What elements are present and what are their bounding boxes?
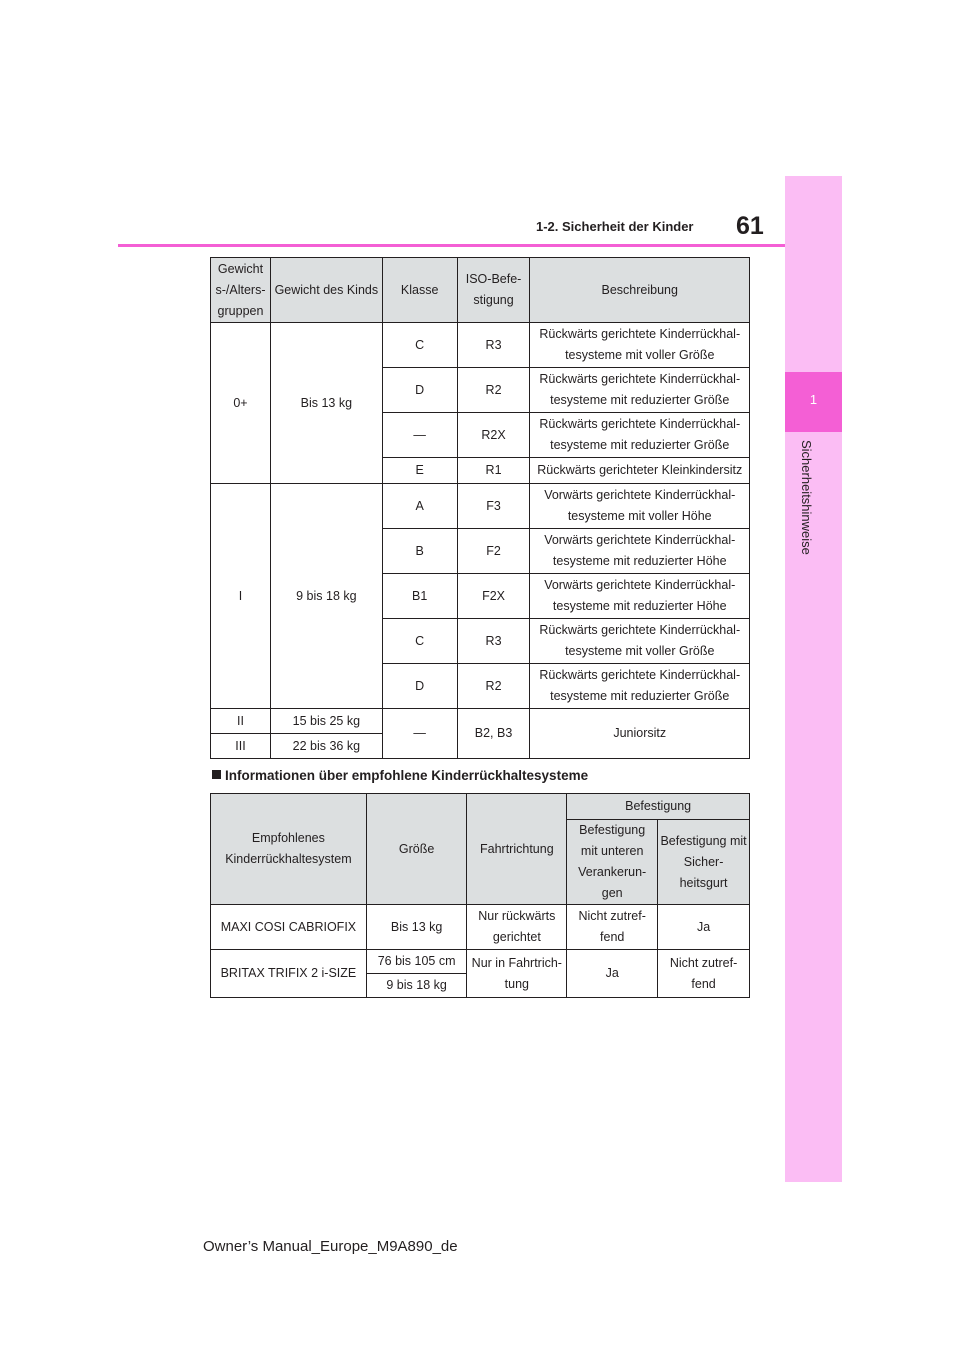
cell-class: D — [382, 664, 457, 709]
cell-weight: 22 bis 36 kg — [270, 734, 382, 759]
cell-description: Rückwärts gerichtete Kinderrückhal-tesysteme mit reduzierter Größe — [530, 413, 750, 458]
cell-iso: R3 — [457, 323, 530, 368]
cell-class: — — [382, 413, 457, 458]
cell-size: Bis 13 kg — [366, 905, 467, 950]
cell-class: A — [382, 484, 457, 529]
header-weight-group: Gewicht s-/Alters-gruppen — [211, 258, 271, 323]
cell-iso: R2X — [457, 413, 530, 458]
cell-lower-anchor: Ja — [567, 950, 658, 998]
cell-weight: 15 bis 25 kg — [270, 709, 382, 734]
cell-class: C — [382, 323, 457, 368]
table-header-row — [211, 794, 750, 820]
header-direction: Fahrtrichtung — [467, 794, 567, 905]
cell-class: C — [382, 619, 457, 664]
cell-iso: R1 — [457, 458, 530, 484]
section-title — [212, 768, 588, 783]
table-row — [211, 484, 750, 529]
cell-class: D — [382, 368, 457, 413]
cell-weight: 9 bis 18 kg — [270, 484, 382, 709]
weight-group-table — [210, 257, 750, 759]
cell-group: 0+ — [211, 323, 271, 484]
cell-description: Vorwärts gerichtete Kinderrückhal-tesysteme mit reduzierter Höhe — [530, 574, 750, 619]
cell-description: Juniorsitz — [530, 709, 750, 759]
table-row — [211, 950, 750, 974]
bullet-square-icon — [212, 770, 221, 779]
cell-description: Vorwärts gerichtete Kinderrückhal-tesysteme mit voller Höhe — [530, 484, 750, 529]
chapter-title: Sicherheitshinweise — [799, 440, 814, 555]
cell-description: Vorwärts gerichtete Kinderrückhal-tesysteme mit reduzierter Höhe — [530, 529, 750, 574]
table-row — [211, 709, 750, 734]
document-footer: Owner’s Manual_Europe_M9A890_de — [203, 1238, 458, 1255]
cell-description: Rückwärts gerichtete Kinderrückhal-tesysteme mit reduzierter Größe — [530, 368, 750, 413]
recommended-seats-table — [210, 793, 750, 998]
header-class: Klasse — [382, 258, 457, 323]
cell-size: 76 bis 105 cm — [366, 950, 467, 974]
header-size: Größe — [366, 794, 467, 905]
cell-description: Rückwärts gerichteter Kleinkindersitz — [530, 458, 750, 484]
header-child-weight: Gewicht des Kinds — [270, 258, 382, 323]
cell-group: I — [211, 484, 271, 709]
cell-iso: B2, B3 — [457, 709, 530, 759]
cell-iso: F2 — [457, 529, 530, 574]
cell-system: BRITAX TRIFIX 2 i-SIZE — [211, 950, 367, 998]
header-mounting: Befestigung — [567, 794, 750, 820]
cell-class: — — [382, 709, 457, 759]
cell-iso: F2X — [457, 574, 530, 619]
header-rule — [118, 244, 785, 247]
cell-lower-anchor: Nicht zutref-fend — [567, 905, 658, 950]
table-header-row — [211, 258, 750, 323]
section-heading: 1-2. Sicherheit der Kinder — [536, 219, 694, 234]
header-system: Empfohlenes Kinderrückhaltesystem — [211, 794, 367, 905]
cell-iso: R2 — [457, 368, 530, 413]
header-description: Beschreibung — [530, 258, 750, 323]
cell-class: B — [382, 529, 457, 574]
cell-class: E — [382, 458, 457, 484]
header-lower-anchor: Befestigung mit unteren Verankerun-gen — [567, 820, 658, 905]
table-row — [211, 323, 750, 368]
cell-iso: R2 — [457, 664, 530, 709]
cell-seatbelt: Nicht zutref-fend — [658, 950, 750, 998]
header-seatbelt: Befestigung mit Sicher-heitsgurt — [658, 820, 750, 905]
table-row — [211, 905, 750, 950]
section-title-text: Informationen über empfohlene Kinderrückhaltesysteme — [225, 768, 589, 783]
chapter-side-tab — [785, 176, 842, 1182]
cell-system: MAXI COSI CABRIOFIX — [211, 905, 367, 950]
chapter-number: 1 — [809, 392, 818, 407]
cell-iso: F3 — [457, 484, 530, 529]
cell-direction: Nur rückwärts gerichtet — [467, 905, 567, 950]
cell-size: 9 bis 18 kg — [366, 974, 467, 998]
cell-weight: Bis 13 kg — [270, 323, 382, 484]
cell-direction: Nur in Fahrtrich-tung — [467, 950, 567, 998]
cell-iso: R3 — [457, 619, 530, 664]
cell-class: B1 — [382, 574, 457, 619]
cell-group: III — [211, 734, 271, 759]
page-number: 61 — [736, 212, 764, 240]
cell-seatbelt: Ja — [658, 905, 750, 950]
header-iso-mount: ISO-Befe-stigung — [457, 258, 530, 323]
cell-group: II — [211, 709, 271, 734]
cell-description: Rückwärts gerichtete Kinderrückhal-tesysteme mit voller Größe — [530, 323, 750, 368]
cell-description: Rückwärts gerichtete Kinderrückhal-tesysteme mit voller Größe — [530, 619, 750, 664]
cell-description: Rückwärts gerichtete Kinderrückhal-tesysteme mit reduzierter Größe — [530, 664, 750, 709]
